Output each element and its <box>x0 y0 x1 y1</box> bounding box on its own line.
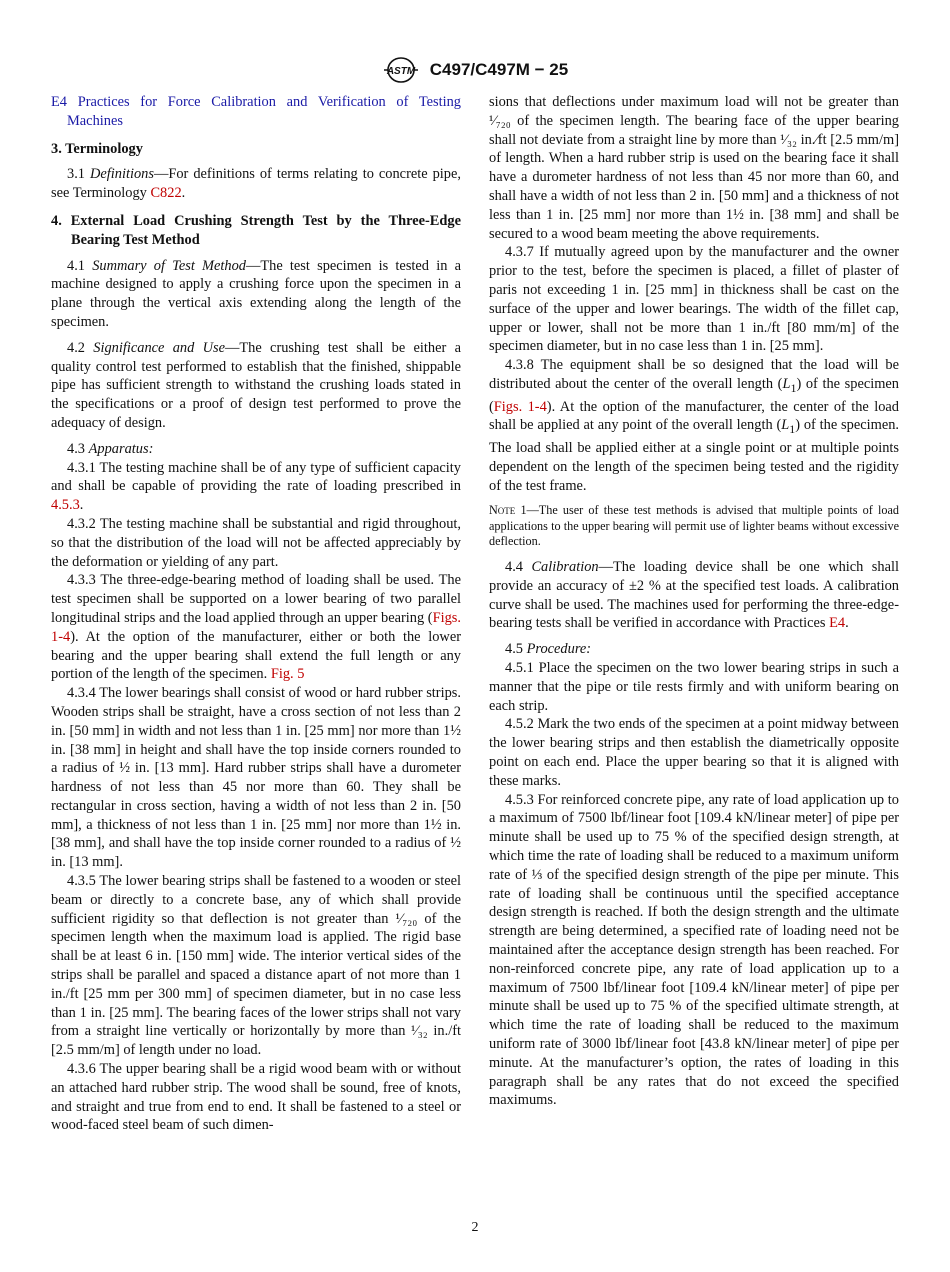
figs-1-4-link[interactable]: Figs. 1-4 <box>51 609 461 645</box>
left-column <box>51 93 461 1135</box>
paragraph-3-1: 3.1 Definitions—For definitions of terms relating to concrete pipe, see Terminology C822. <box>51 166 461 202</box>
e4-link-2[interactable]: E4 <box>829 615 846 632</box>
section-4-heading: 4. External Load Crushing Strength Test by the Three-Edge Bearing Test Method <box>51 212 461 248</box>
paragraph-4-1: 4.1 Summary of Test Method—The test specimen is tested in a machine designed to apply a crushing force upon the specimen in a plane through the vertical axis extending along the length of the specimen. <box>51 257 461 330</box>
paragraph-4-3-6-continued: sions that deflections under maximum load will not be greater than ¹⁄₇₂₀ of the specimen length. The bearing face of the upper bearing shall not deviate from a straight line by more than ¹⁄₃₂ in.⁄ft [2.5 mm/m] of length. When a hard rubber strip is used on the bearing face it shall have a durometer hardness of not less than 45 nor more than 60, and shall have a width of not less than 2 in. [50 mm] and a thickness of not less than 1 in. [25 mm] nor more than 1½ in. [38 mm] and shall be secured to a wood beam meeting the above requirements. <box>489 94 899 242</box>
paragraph-4-3-2: 4.3.2 The testing machine shall be substantial and rigid throughout, so that the distribution of the load will not be affected appreciably by the deformation or yielding of any part. <box>51 515 461 570</box>
paragraph-4-3-7: 4.3.7 If mutually agreed upon by the manufacturer and the owner prior to the test, before the specimen is placed, a fillet of plaster of paris not exceeding 1 in. [25 mm] in thickness shall be cast on the surface of the upper and lower bearings. The width of the fillet cap, upper or lower, shall not be more than 1 in./ft [80 mm/m] of the specimen diameter, but in no case less than 1 in. [25 mm]. <box>489 244 899 355</box>
reference-e4 <box>51 93 461 131</box>
c822-link[interactable]: C822 <box>150 185 182 202</box>
figs-1-4-link-2[interactable]: Figs. 1-4 <box>493 398 547 415</box>
paragraph-4-5-3: 4.5.3 For reinforced concrete pipe, any rate of load application up to a maximum of 7500 lbf/linear foot [109.4 kN/linear meter] of pipe per minute shall be used up to 75 % of the specified design strength, at which time the rate of loading shall be reduced to a maximum uniform rate of ⅓ of the specified design strength of the pipe per minute. This rate of loading shall be continuous until the specified acceptance design strength is reached. If both the design strength and the ultimate strength are being determined, a specified rate of loading need not be maintained after the acceptance design strength has been reached. For non-reinforced concrete pipe, any rate of load application up to a maximum of 7500 lbf/linear foot [109.4 kN/linear meter] of pipe per minute shall be used up to 75 % of the specified ultimate strength, at which time the rate of loading shall be reduced to the maximum uniform rate of 3000 lbf/linear foot [43.8 kN/linear meter] of pipe per minute. At the manufacturer’s option, the rates of loading in this paragraph shall be any rates that do not exceed the specified maximums. <box>489 791 899 1109</box>
svg-text:ASTM: ASTM <box>386 66 415 77</box>
paragraph-4-3-8: 4.3.8 The equipment shall be so designed that the load will be distributed about the center of the overall length $(L_1)$ of the specimen (Figs. 1-4). At the option of the manufacturer, the center of the load shall be applied at any point of the overall length $(L_1)$ of the specimen. The load shall be applied either at a single point or at multiple points dependent on the length of the specimen being tested and the rigidity of the test frame. <box>489 357 899 494</box>
paragraph-4-3-5: 4.3.5 The lower bearing strips shall be fastened to a wooden or steel beam or directly to a concrete base, any of which shall provide sufficient rigidity so that deflection is not greater than ¹⁄₇₂₀ of the specimen length when the maximum load is applied. The rigid base shall be at least 6 in. [150 mm] wide. The interior vertical sides of the strips shall be parallel and spaced a distance apart of not more than 1 in./ft [25 mm per 300 mm] of specimen diameter, but in no case less than 1 in. [25 mm]. The bearing faces of the lower strips shall not vary from a straight line vertically or horizontally by more than ¹⁄₃₂ in./ft [2.5 mm/m] of length under no load. <box>51 873 461 1059</box>
paragraph-4-5-1: 4.5.1 Place the specimen on the two lower bearing strips in such a manner that the pipe or tile rests firmly and with uniform bearing on each strip. <box>489 659 899 714</box>
e4-title[interactable]: Practices for Force Calibration and Verification of Testing Machines <box>67 94 461 129</box>
page-number: 2 <box>471 1220 479 1235</box>
designation-title: C497/C497M − 25 <box>429 60 569 79</box>
fig-5-link[interactable]: Fig. 5 <box>270 666 305 683</box>
paragraph-4-3-3: 4.3.3 The three-edge-bearing method of loading shall be used. The test specimen shall be supported on a lower bearing of two parallel longitudinal strips and the load applied through an upper bearing (Figs. 1-4). At the option of the manufacturer, either or both the lower bearing and the upper bearing shall extend the full length or any portion of the length of the specimen. Fig. 5 <box>51 572 461 683</box>
section-3-heading: 3. Terminology <box>51 140 143 157</box>
astm-logo-icon <box>382 56 420 84</box>
ref-4-5-3-link[interactable]: 4.5.3 <box>51 497 80 514</box>
e4-link[interactable]: E4 <box>51 94 67 110</box>
paragraph-4-2: 4.2 Significance and Use—The crushing test shall be either a quality control test performed to establish that the finished, shippable pipe has sufficient strength to withstand the crushing loads stated in the specifications or a proof of design test performed to prove the adequacy of design. <box>51 339 461 431</box>
paragraph-4-3-1: 4.3.1 The testing machine shall be of any type of sufficient capacity and shall be capable of providing the rate of loading prescribed in 4.5.3. <box>51 459 461 514</box>
paragraph-4-3: 4.3 Apparatus: <box>67 440 154 457</box>
paragraph-4-5: 4.5 Procedure: <box>505 641 592 658</box>
paragraph-4-4: 4.4 Calibration—The loading device shall be one which shall provide an accuracy of ±2 % at the specified test loads. A calibration curve shall be used. The machines used for performing the three-edge-bearing tests shall be verified in accordance with Practices E4. <box>489 558 899 632</box>
page-header <box>0 56 950 84</box>
paragraph-4-3-4: 4.3.4 The lower bearings shall consist of wood or hard rubber strips. Wooden strips shall be straight, have a cross section of not less than 2 in. [50 mm] in width and not less than 1 in. [25 mm] nor more than 1½ in. [38 mm] in height and shall have the top inside corners rounded to a radius of ½ in. [13 mm]. Hard rubber strips shall have a durometer hardness of not less than 45 nor more than 60. They shall be rectangular in cross section, having a width of not less than 2 in. [50 mm], a thickness of not less than 1 in. [25 mm] nor more than 1½ in. [38 mm], and shall have the top inside corner rounded to a radius of ½ in. [13 mm]. <box>51 685 461 871</box>
paragraph-4-5-2: 4.5.2 Mark the two ends of the specimen at a point midway between the lower bearing strips and then establish the diametrically opposite point on each end. Place the upper bearing so that it is aligned with these marks. <box>489 716 899 789</box>
note-1: Note 1—The user of these test methods is advised that multiple points of load applications to the upper bearing will permit use of lighter beams without excessive deflection. <box>489 503 899 549</box>
right-column <box>489 93 899 1110</box>
paragraph-4-3-6: 4.3.6 The upper bearing shall be a rigid wood beam with or without an attached hard rubber strip. The wood shall be sound, free of knots, and straight and true from end to end. It shall be fastened to a steel or wood-faced steel beam of such dimen- <box>51 1061 461 1134</box>
